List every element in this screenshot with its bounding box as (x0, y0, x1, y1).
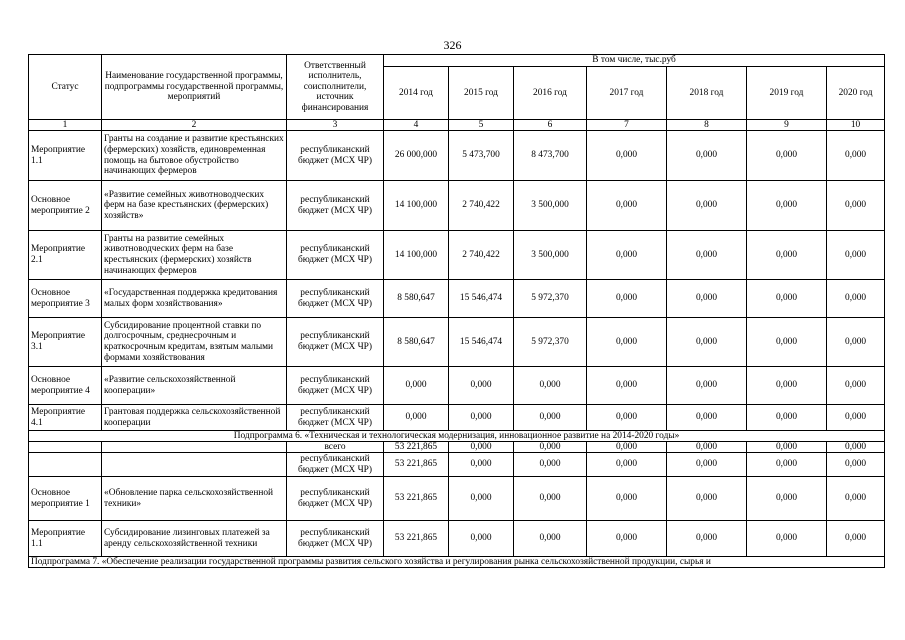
row-name: «Развитие сельскохозяйственной кооперации» (102, 367, 287, 405)
row-value: 3 500,000 (514, 181, 587, 231)
table-row (29, 318, 885, 367)
row-value: 0,000 (667, 367, 747, 405)
header-year: 2018 год (667, 67, 747, 120)
row-value: 15 546,474 (449, 318, 514, 367)
header-responsible: Ответственный исполнитель, соисполнители, источник финансирования (287, 55, 384, 120)
row-value: 53 221,865 (384, 442, 449, 453)
table-row (29, 181, 885, 231)
row-value: 0,000 (449, 453, 514, 477)
subprogram-7-row (29, 557, 885, 568)
total-row (29, 442, 885, 453)
column-index: 5 (449, 120, 514, 131)
row-status: Основное мероприятие 1 (29, 477, 102, 521)
row-value: 8 473,700 (514, 131, 587, 181)
row-status (29, 453, 102, 477)
column-index: 8 (667, 120, 747, 131)
row-value: 0,000 (747, 367, 827, 405)
row-value: 0,000 (587, 477, 667, 521)
row-value: 2 740,422 (449, 231, 514, 280)
row-value: 0,000 (667, 521, 747, 557)
row-value: 0,000 (667, 131, 747, 181)
row-value: 0,000 (587, 231, 667, 280)
row-value: 0,000 (514, 477, 587, 521)
row-value: 0,000 (827, 231, 885, 280)
row-value: 0,000 (587, 367, 667, 405)
row-value: 0,000 (514, 442, 587, 453)
row-value: 53 221,865 (384, 453, 449, 477)
column-index: 9 (747, 120, 827, 131)
header-name: Наименование государственной программы, подпрограммы государственной программы, мероприятий (102, 55, 287, 120)
subprogram-7-title: Подпрограмма 7. «Обеспечение реализации государственной программы развития сельского хозяйства и регулирования рынка сельскохозяйственной продукции, сырья и (29, 557, 885, 568)
row-value: 0,000 (667, 442, 747, 453)
row-source: республиканский бюджет (МСХ ЧР) (287, 521, 384, 557)
row-value: 0,000 (514, 367, 587, 405)
row-value: 0,000 (827, 405, 885, 431)
row-value: 0,000 (587, 442, 667, 453)
page-number: 326 (443, 38, 462, 52)
table-row (29, 521, 885, 557)
row-source: республиканский бюджет (МСХ ЧР) (287, 453, 384, 477)
row-source: республиканский бюджет (МСХ ЧР) (287, 181, 384, 231)
row-name: Субсидирование процентной ставки по долгосрочным, среднесрочным и краткосрочным кредитам, взятым малыми формами хозяйствования (102, 318, 287, 367)
row-value: 0,000 (827, 280, 885, 318)
row-value: 0,000 (587, 280, 667, 318)
row-status: Мероприятие 4.1 (29, 405, 102, 431)
row-value: 0,000 (827, 318, 885, 367)
row-value: 8 580,647 (384, 318, 449, 367)
row-value: 0,000 (747, 477, 827, 521)
table-row (29, 280, 885, 318)
column-index: 10 (827, 120, 885, 131)
table-row (29, 231, 885, 280)
subprogram-6-title: Подпрограмма 6. «Техническая и технологическая модернизация, инновационное развитие на 2014-2020 годы» (29, 431, 885, 442)
header-year: 2014 год (384, 67, 449, 120)
table-row (29, 367, 885, 405)
row-value: 0,000 (747, 405, 827, 431)
row-name: Грантовая поддержка сельскохозяйственной кооперации (102, 405, 287, 431)
table-row (29, 477, 885, 521)
row-value: 14 100,000 (384, 181, 449, 231)
row-status: Основное мероприятие 3 (29, 280, 102, 318)
row-value: 0,000 (587, 521, 667, 557)
row-value: 0,000 (827, 477, 885, 521)
row-value: 0,000 (827, 367, 885, 405)
row-source: республиканский бюджет (МСХ ЧР) (287, 405, 384, 431)
row-value: 0,000 (587, 181, 667, 231)
row-status: Мероприятие 2.1 (29, 231, 102, 280)
row-value: 0,000 (747, 318, 827, 367)
table-row (29, 131, 885, 181)
row-source: республиканский бюджет (МСХ ЧР) (287, 367, 384, 405)
table-row (29, 405, 885, 431)
row-value: 0,000 (747, 280, 827, 318)
row-value: 0,000 (587, 318, 667, 367)
row-value: 5 972,370 (514, 280, 587, 318)
row-value: 0,000 (514, 405, 587, 431)
row-value: 0,000 (514, 521, 587, 557)
column-index: 3 (287, 120, 384, 131)
row-value: 5 972,370 (514, 318, 587, 367)
row-value: 0,000 (747, 231, 827, 280)
row-value: 15 546,474 (449, 280, 514, 318)
row-value: 0,000 (587, 453, 667, 477)
row-value: 0,000 (384, 367, 449, 405)
budget-table (28, 54, 885, 568)
row-source: республиканский бюджет (МСХ ЧР) (287, 318, 384, 367)
total-label: всего (287, 442, 384, 453)
row-value: 0,000 (747, 521, 827, 557)
row-value: 0,000 (827, 131, 885, 181)
header-year: 2019 год (747, 67, 827, 120)
row-value: 0,000 (827, 453, 885, 477)
column-index: 7 (587, 120, 667, 131)
row-value: 0,000 (747, 181, 827, 231)
row-source: республиканский бюджет (МСХ ЧР) (287, 131, 384, 181)
row-value: 0,000 (747, 131, 827, 181)
column-index-row (29, 120, 885, 131)
column-index: 4 (384, 120, 449, 131)
row-name (102, 442, 287, 453)
column-index: 6 (514, 120, 587, 131)
row-value: 0,000 (449, 405, 514, 431)
row-value: 53 221,865 (384, 521, 449, 557)
row-status (29, 442, 102, 453)
header-including: В том числе, тыс.руб (384, 55, 885, 67)
row-status: Мероприятие 1.1 (29, 521, 102, 557)
row-status: Мероприятие 3.1 (29, 318, 102, 367)
row-name: Гранты на создание и развитие крестьянских (фермерских) хозяйств, единовременная помощь на бытовое обустройство начинающих фермеров (102, 131, 287, 181)
row-status: Основное мероприятие 4 (29, 367, 102, 405)
row-name: «Развитие семейных животноводческих ферм на базе крестьянских (фермерских) хозяйств» (102, 181, 287, 231)
header-year: 2017 год (587, 67, 667, 120)
table-row (29, 453, 885, 477)
row-name: Гранты на развитие семейных животноводческих ферм на базе крестьянских (фермерских) хозяйств начинающих фермеров (102, 231, 287, 280)
row-value: 2 740,422 (449, 181, 514, 231)
row-value: 0,000 (449, 477, 514, 521)
row-value: 0,000 (587, 131, 667, 181)
row-name: «Обновление парка сельскохозяйственной техники» (102, 477, 287, 521)
row-name: «Государственная поддержка кредитования малых форм хозяйствования» (102, 280, 287, 318)
row-value: 0,000 (384, 405, 449, 431)
row-value: 8 580,647 (384, 280, 449, 318)
row-status: Мероприятие 1.1 (29, 131, 102, 181)
header-row-top (29, 55, 885, 67)
row-value: 0,000 (449, 367, 514, 405)
row-source: республиканский бюджет (МСХ ЧР) (287, 231, 384, 280)
row-value: 5 473,700 (449, 131, 514, 181)
row-value: 0,000 (587, 405, 667, 431)
row-value: 0,000 (667, 405, 747, 431)
row-value: 0,000 (827, 181, 885, 231)
row-value: 0,000 (667, 318, 747, 367)
header-year: 2016 год (514, 67, 587, 120)
row-value: 14 100,000 (384, 231, 449, 280)
row-value: 3 500,000 (514, 231, 587, 280)
header-year: 2020 год (827, 67, 885, 120)
row-source: республиканский бюджет (МСХ ЧР) (287, 477, 384, 521)
row-value: 53 221,865 (384, 477, 449, 521)
row-value: 0,000 (747, 453, 827, 477)
row-name: Субсидирование лизинговых платежей за аренду сельскохозяйственной техники (102, 521, 287, 557)
column-index: 2 (102, 120, 287, 131)
row-value: 0,000 (667, 477, 747, 521)
row-value: 0,000 (449, 442, 514, 453)
row-value: 0,000 (667, 181, 747, 231)
column-index: 1 (29, 120, 102, 131)
row-value: 0,000 (827, 442, 885, 453)
row-value: 0,000 (827, 521, 885, 557)
row-value: 0,000 (667, 231, 747, 280)
header-year: 2015 год (449, 67, 514, 120)
row-value: 26 000,000 (384, 131, 449, 181)
row-value: 0,000 (667, 453, 747, 477)
row-status: Основное мероприятие 2 (29, 181, 102, 231)
row-value: 0,000 (747, 442, 827, 453)
row-value: 0,000 (449, 521, 514, 557)
row-source: республиканский бюджет (МСХ ЧР) (287, 280, 384, 318)
row-name (102, 453, 287, 477)
header-status: Статус (29, 55, 102, 120)
subprogram-6-row (29, 431, 885, 442)
row-value: 0,000 (667, 280, 747, 318)
row-value: 0,000 (514, 453, 587, 477)
